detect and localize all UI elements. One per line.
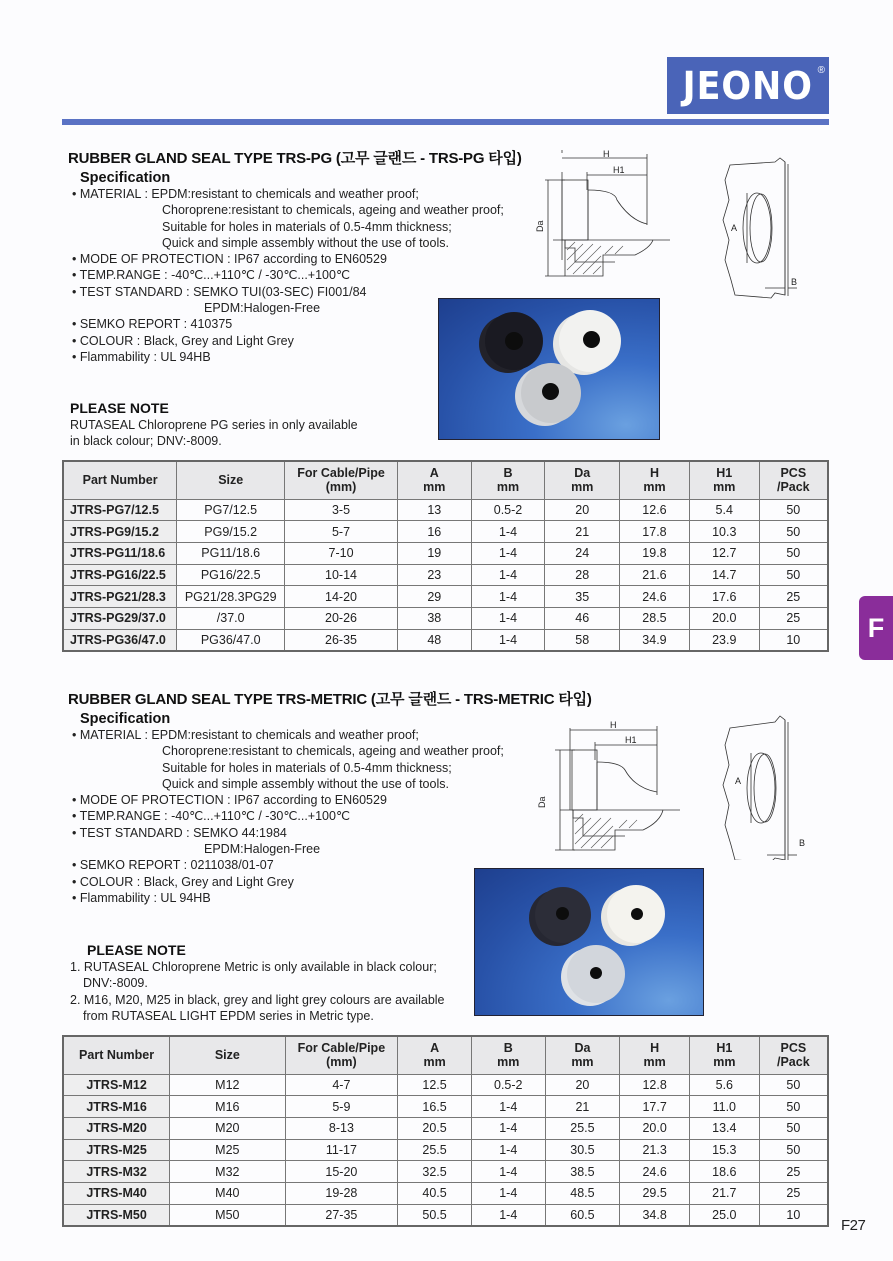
spec-line: • TEST STANDARD : SEMKO 44:1984 xyxy=(72,825,287,840)
table-row xyxy=(63,1204,828,1226)
table-cell: 50 xyxy=(759,1117,828,1139)
table-cell: 20.0 xyxy=(620,1117,690,1139)
table-row xyxy=(63,629,828,651)
table-cell: 1-4 xyxy=(471,564,545,586)
part-number-cell: JTRS-PG29/37.0 xyxy=(63,607,177,629)
table-cell: 5-7 xyxy=(285,521,398,543)
table-cell: 20.5 xyxy=(398,1117,472,1139)
table-cell: 48.5 xyxy=(545,1182,620,1204)
note-line: RUTASEAL Chloroprene PG series in only available xyxy=(70,418,358,432)
spec-line: • TEST STANDARD : SEMKO TUI(03-SEC) FI001/84 xyxy=(72,284,367,299)
table-cell: 5.6 xyxy=(689,1074,759,1096)
table-cell: 20-26 xyxy=(285,607,398,629)
note-metric xyxy=(70,959,445,1024)
part-number-cell: JTRS-PG36/47.0 xyxy=(63,629,177,651)
part-number-cell: JTRS-M12 xyxy=(63,1074,170,1096)
spec-table-pg xyxy=(62,460,829,652)
table-cell: M40 xyxy=(170,1182,285,1204)
brand-logo xyxy=(667,57,829,114)
table-cell: 46 xyxy=(545,607,620,629)
spec-line: • COLOUR : Black, Grey and Light Grey xyxy=(72,874,294,889)
spec-line: Choroprene:resistant to chemicals, ageing and weather proof; xyxy=(162,744,504,759)
table-row xyxy=(63,1096,828,1118)
table-cell: M12 xyxy=(170,1074,285,1096)
table-cell: 10 xyxy=(759,1204,828,1226)
table-cell: M32 xyxy=(170,1161,285,1183)
column-header: B mm xyxy=(471,1036,545,1074)
table-cell: 17.7 xyxy=(620,1096,690,1118)
table-cell: 48 xyxy=(397,629,471,651)
table-cell: 20 xyxy=(545,499,620,521)
column-header: PCS /Pack xyxy=(759,1036,828,1074)
table-cell: PG36/47.0 xyxy=(177,629,285,651)
white-gland-image xyxy=(607,885,665,943)
dim-label-h: H xyxy=(603,150,610,159)
spec-line: • MATERIAL : EPDM:resistant to chemicals and weather proof; xyxy=(72,728,419,742)
table-cell: 19-28 xyxy=(285,1182,398,1204)
table-cell: PG9/15.2 xyxy=(177,521,285,543)
grey-gland-image xyxy=(567,945,625,1003)
spec-line: • Flammability : UL 94HB xyxy=(72,890,211,905)
spec-heading-pg: Specification xyxy=(80,170,171,186)
part-number-cell: JTRS-M32 xyxy=(63,1161,170,1183)
table-cell: 28.5 xyxy=(620,607,690,629)
table-cell: 24.6 xyxy=(620,1161,690,1183)
spec-line: EPDM:Halogen-Free xyxy=(204,301,321,316)
table-cell: 15-20 xyxy=(285,1161,398,1183)
table-row xyxy=(63,1117,828,1139)
registered-mark: ® xyxy=(817,65,825,76)
table-cell: 13.4 xyxy=(689,1117,759,1139)
table-cell: 30.5 xyxy=(545,1139,620,1161)
table-cell: 38 xyxy=(397,607,471,629)
table-row xyxy=(63,564,828,586)
table-cell: M50 xyxy=(170,1204,285,1226)
part-number-cell: JTRS-M25 xyxy=(63,1139,170,1161)
table-cell: 13 xyxy=(397,499,471,521)
dim-label-b: B xyxy=(799,838,806,848)
table-cell: 10.3 xyxy=(689,521,759,543)
spec-table-metric xyxy=(62,1035,829,1227)
dim-label-da: Da xyxy=(537,796,547,808)
table-cell: 25 xyxy=(759,586,828,608)
table-row xyxy=(63,521,828,543)
spec-line: Suitable for holes in materials of 0.5-4mm thickness; xyxy=(162,760,452,775)
spec-line: EPDM:Halogen-Free xyxy=(204,842,321,857)
table-cell: 50 xyxy=(759,1074,828,1096)
dim-label-da: Da xyxy=(535,220,545,232)
column-header: H1 mm xyxy=(689,461,759,499)
table-cell: 10-14 xyxy=(285,564,398,586)
section-title-pg: RUBBER GLAND SEAL TYPE TRS-PG (고무 글랜드 - TRS-PG 타입) xyxy=(68,150,522,167)
table-cell: 3-5 xyxy=(285,499,398,521)
table-header-row xyxy=(63,1036,828,1074)
table-cell: 1-4 xyxy=(471,1096,545,1118)
table-cell: 14.7 xyxy=(689,564,759,586)
table-cell: 35 xyxy=(545,586,620,608)
column-header: For Cable/Pipe (mm) xyxy=(285,461,398,499)
dim-label-h1: H1 xyxy=(625,735,637,745)
note-line: from RUTASEAL LIGHT EPDM series in Metric type. xyxy=(83,1008,374,1023)
spec-line: Quick and simple assembly without the use of tools. xyxy=(162,776,449,791)
table-cell: 50.5 xyxy=(398,1204,472,1226)
column-header: PCS /Pack xyxy=(759,461,828,499)
table-cell: 1-4 xyxy=(471,1161,545,1183)
column-header: Size xyxy=(177,461,285,499)
table-cell: 4-7 xyxy=(285,1074,398,1096)
spec-line: • MATERIAL : EPDM:resistant to chemicals and weather proof; xyxy=(72,187,419,201)
table-cell: 12.8 xyxy=(620,1074,690,1096)
table-row xyxy=(63,586,828,608)
table-cell: 25.5 xyxy=(545,1117,620,1139)
table-cell: 38.5 xyxy=(545,1161,620,1183)
spec-heading-metric: Specification xyxy=(80,711,171,727)
table-row xyxy=(63,1182,828,1204)
spec-line: Choroprene:resistant to chemicals, ageing and weather proof; xyxy=(162,203,504,218)
table-cell: PG21/28.3PG29 xyxy=(177,586,285,608)
column-header: Da mm xyxy=(545,461,620,499)
part-number-cell: JTRS-PG21/28.3 xyxy=(63,586,177,608)
table-cell: 34.9 xyxy=(620,629,690,651)
dim-label-h1: H1 xyxy=(613,165,625,175)
table-row xyxy=(63,607,828,629)
table-cell: 14-20 xyxy=(285,586,398,608)
table-cell: /37.0 xyxy=(177,607,285,629)
table-cell: 1-4 xyxy=(471,1204,545,1226)
table-cell: 25 xyxy=(759,1182,828,1204)
table-row xyxy=(63,1161,828,1183)
table-cell: 34.8 xyxy=(620,1204,690,1226)
section-tab-f[interactable]: F xyxy=(859,596,893,660)
brand-name: JEONO xyxy=(682,63,814,108)
table-cell: 40.5 xyxy=(398,1182,472,1204)
table-cell: 1-4 xyxy=(471,586,545,608)
table-row xyxy=(63,499,828,521)
table-cell: 1-4 xyxy=(471,1117,545,1139)
table-cell: 7-10 xyxy=(285,542,398,564)
product-photo-pg xyxy=(438,298,660,440)
table-cell: 21.6 xyxy=(620,564,690,586)
column-header: B mm xyxy=(471,461,545,499)
table-cell: 23 xyxy=(397,564,471,586)
column-header: Part Number xyxy=(63,1036,170,1074)
table-cell: 25.0 xyxy=(689,1204,759,1226)
table-cell: PG16/22.5 xyxy=(177,564,285,586)
table-cell: 29 xyxy=(397,586,471,608)
note-line: in black colour; DNV:-8009. xyxy=(70,434,222,449)
note-line: DNV:-8009. xyxy=(83,976,148,991)
dim-label-a: A xyxy=(735,776,742,786)
dim-label-b: B xyxy=(791,277,798,287)
table-cell: 50 xyxy=(759,542,828,564)
table-header-row xyxy=(63,461,828,499)
column-header: Part Number xyxy=(63,461,177,499)
table-cell: 17.6 xyxy=(689,586,759,608)
table-cell: 1-4 xyxy=(471,607,545,629)
table-cell: 18.6 xyxy=(689,1161,759,1183)
table-cell: 58 xyxy=(545,629,620,651)
table-cell: 17.8 xyxy=(620,521,690,543)
table-cell: 25 xyxy=(759,1161,828,1183)
dim-label-h: H xyxy=(610,720,617,730)
spec-line: • COLOUR : Black, Grey and Light Grey xyxy=(72,333,294,348)
column-header: A mm xyxy=(397,461,471,499)
part-number-cell: JTRS-PG7/12.5 xyxy=(63,499,177,521)
section-title-metric: RUBBER GLAND SEAL TYPE TRS-METRIC (고무 글랜드 - TRS-METRIC 타입) xyxy=(68,691,592,708)
table-cell: 24 xyxy=(545,542,620,564)
table-cell: 1-4 xyxy=(471,1139,545,1161)
table-cell: 27-35 xyxy=(285,1204,398,1226)
dimension-diagram-pg xyxy=(535,150,820,300)
spec-line: • SEMKO REPORT : 410375 xyxy=(72,317,233,332)
table-cell: 19.8 xyxy=(620,542,690,564)
table-cell: 24.6 xyxy=(620,586,690,608)
column-header: For Cable/Pipe (mm) xyxy=(285,1036,398,1074)
table-cell: 0.5-2 xyxy=(471,1074,545,1096)
table-cell: 50 xyxy=(759,564,828,586)
part-number-cell: JTRS-M20 xyxy=(63,1117,170,1139)
spec-line: • MODE OF PROTECTION : IP67 according to EN60529 xyxy=(72,793,387,808)
part-number-cell: JTRS-PG9/15.2 xyxy=(63,521,177,543)
table-cell: 21.7 xyxy=(689,1182,759,1204)
note-line: 2. M16, M20, M25 in black, grey and light grey colours are available xyxy=(70,992,445,1007)
note-pg xyxy=(70,417,358,450)
part-number-cell: JTRS-M40 xyxy=(63,1182,170,1204)
table-cell: 25 xyxy=(759,607,828,629)
table-cell: 15.3 xyxy=(689,1139,759,1161)
note-heading-pg: PLEASE NOTE xyxy=(70,400,169,416)
spec-line: • SEMKO REPORT : 0211038/01-07 xyxy=(72,858,274,873)
column-header: H mm xyxy=(620,461,690,499)
spec-line: • TEMP.RANGE : -40℃...+110℃ / -30℃...+100℃ xyxy=(72,268,351,283)
table-cell: 21 xyxy=(545,521,620,543)
table-cell: 8-13 xyxy=(285,1117,398,1139)
dim-label-a: A xyxy=(731,223,738,233)
table-row xyxy=(63,1074,828,1096)
table-cell: M20 xyxy=(170,1117,285,1139)
table-cell: 16 xyxy=(397,521,471,543)
table-cell: 11.0 xyxy=(689,1096,759,1118)
table-cell: 32.5 xyxy=(398,1161,472,1183)
table-cell: 50 xyxy=(759,499,828,521)
table-cell: 26-35 xyxy=(285,629,398,651)
table-cell: M16 xyxy=(170,1096,285,1118)
table-cell: 5.4 xyxy=(689,499,759,521)
table-cell: 50 xyxy=(759,1096,828,1118)
table-cell: 5-9 xyxy=(285,1096,398,1118)
table-cell: 21.3 xyxy=(620,1139,690,1161)
spec-line: • TEMP.RANGE : -40℃...+110℃ / -30℃...+100℃ xyxy=(72,809,351,824)
table-row xyxy=(63,542,828,564)
column-header: Da mm xyxy=(545,1036,620,1074)
table-cell: 0.5-2 xyxy=(471,499,545,521)
table-cell: 50 xyxy=(759,521,828,543)
table-cell: 28 xyxy=(545,564,620,586)
column-header: H mm xyxy=(620,1036,690,1074)
dimension-diagram-metric xyxy=(535,710,820,860)
table-cell: 25.5 xyxy=(398,1139,472,1161)
table-cell: 23.9 xyxy=(689,629,759,651)
table-cell: 60.5 xyxy=(545,1204,620,1226)
table-cell: 16.5 xyxy=(398,1096,472,1118)
table-cell: 50 xyxy=(759,1139,828,1161)
spec-line: • MODE OF PROTECTION : IP67 according to EN60529 xyxy=(72,252,387,267)
header-divider xyxy=(62,119,829,125)
table-cell: 29.5 xyxy=(620,1182,690,1204)
table-row xyxy=(63,1139,828,1161)
table-cell: 19 xyxy=(397,542,471,564)
column-header: Size xyxy=(170,1036,285,1074)
table-cell: 10 xyxy=(759,629,828,651)
black-gland-image xyxy=(485,312,543,370)
spec-line: Quick and simple assembly without the use of tools. xyxy=(162,235,449,250)
table-cell: M25 xyxy=(170,1139,285,1161)
product-photo-metric xyxy=(474,868,704,1016)
part-number-cell: JTRS-PG16/22.5 xyxy=(63,564,177,586)
part-number-cell: JTRS-PG11/18.6 xyxy=(63,542,177,564)
spec-list-metric xyxy=(72,727,504,906)
part-number-cell: JTRS-M50 xyxy=(63,1204,170,1226)
table-cell: 1-4 xyxy=(471,521,545,543)
spec-line: Suitable for holes in materials of 0.5-4mm thickness; xyxy=(162,219,452,234)
table-cell: 12.6 xyxy=(620,499,690,521)
part-number-cell: JTRS-M16 xyxy=(63,1096,170,1118)
table-cell: 1-4 xyxy=(471,542,545,564)
table-cell: 20.0 xyxy=(689,607,759,629)
black-gland-image xyxy=(535,887,591,943)
note-heading-metric: PLEASE NOTE xyxy=(87,942,186,958)
table-cell: 12.7 xyxy=(689,542,759,564)
spec-line: • Flammability : UL 94HB xyxy=(72,349,211,364)
column-header: A mm xyxy=(398,1036,472,1074)
grey-gland-image xyxy=(521,363,581,423)
column-header: H1 mm xyxy=(689,1036,759,1074)
table-cell: 12.5 xyxy=(398,1074,472,1096)
table-cell: 20 xyxy=(545,1074,620,1096)
white-gland-image xyxy=(559,310,621,372)
table-cell: 21 xyxy=(545,1096,620,1118)
table-cell: PG7/12.5 xyxy=(177,499,285,521)
table-cell: PG11/18.6 xyxy=(177,542,285,564)
table-cell: 11-17 xyxy=(285,1139,398,1161)
note-line: 1. RUTASEAL Chloroprene Metric is only available in black colour; xyxy=(70,960,437,974)
page-number: F27 xyxy=(841,1217,866,1234)
table-cell: 1-4 xyxy=(471,629,545,651)
table-cell: 1-4 xyxy=(471,1182,545,1204)
